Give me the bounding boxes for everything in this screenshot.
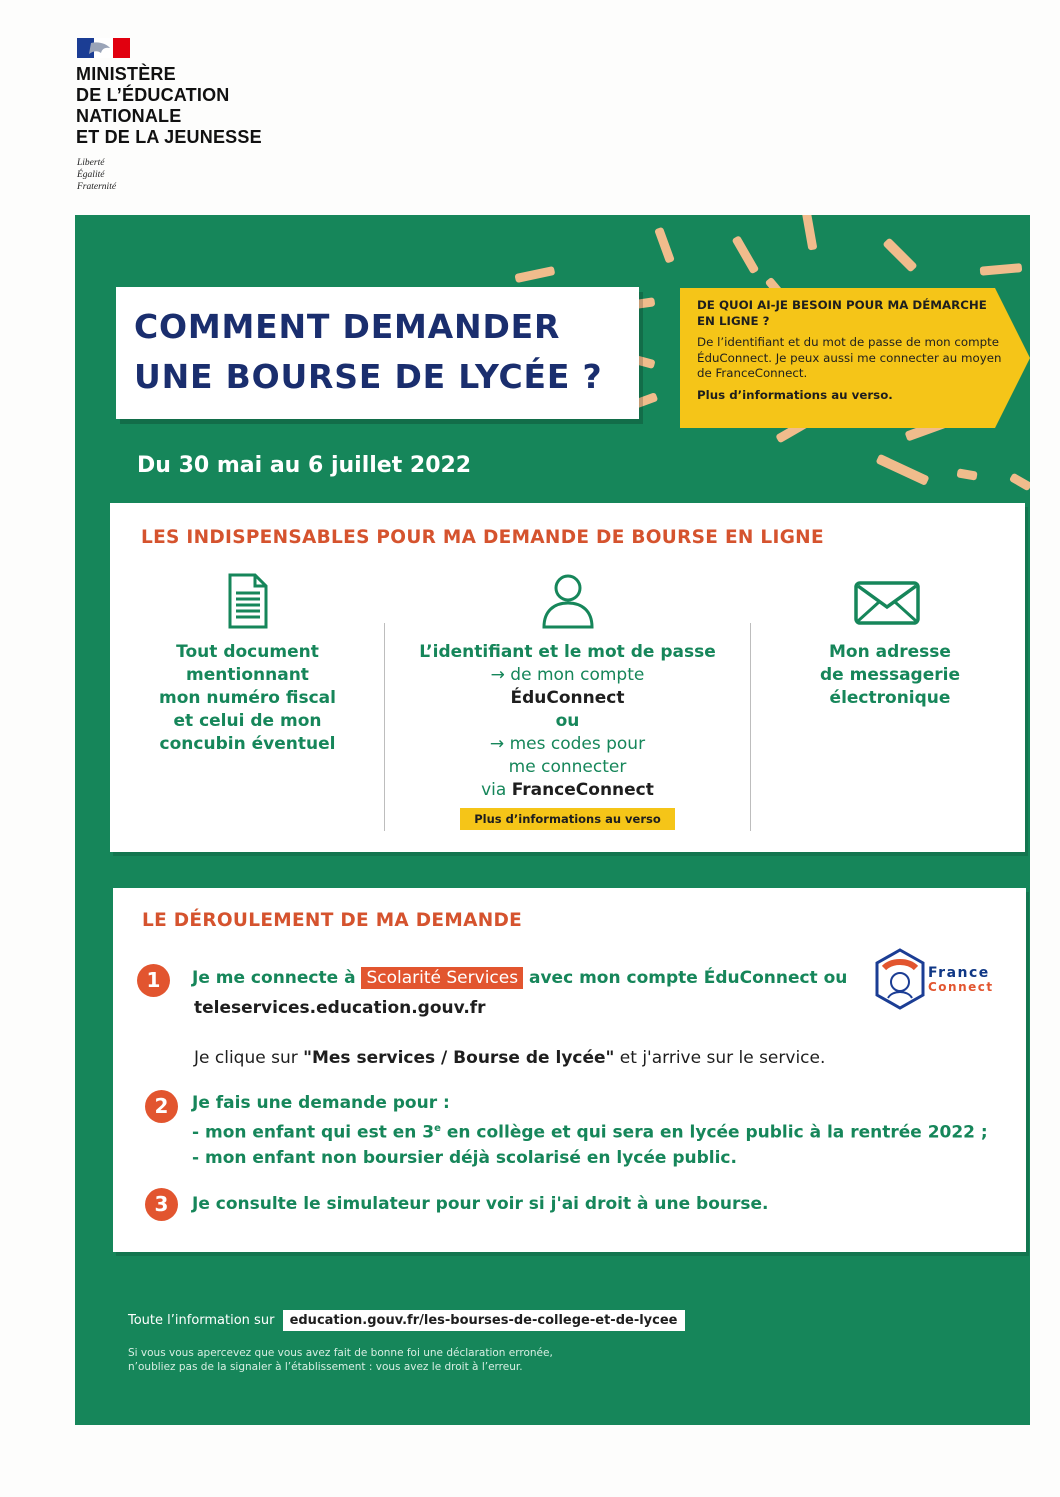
text-fragment: via bbox=[481, 780, 512, 800]
text-fragment: "Mes services / Bourse de lycée" bbox=[303, 1048, 615, 1068]
text-line: ÉduConnect bbox=[510, 688, 625, 708]
text-fragment: Je me connecte à bbox=[192, 968, 362, 988]
column-divider bbox=[384, 623, 385, 831]
text-line: et celui de mon bbox=[173, 711, 322, 731]
essentials-heading: LES INDISPENSABLES POUR MA DEMANDE DE BOURSE EN LIGNE bbox=[141, 527, 824, 548]
text-line: ou bbox=[555, 711, 580, 731]
text-line: → mes codes pour bbox=[489, 734, 646, 754]
ministry-name bbox=[76, 64, 262, 148]
text-line: Si vous vous apercevez que vous avez fait de bonne foi une déclaration erronée, bbox=[128, 1347, 553, 1359]
footer-info bbox=[128, 1310, 685, 1331]
text-fragment: Je clique sur bbox=[194, 1048, 304, 1068]
step2-text bbox=[192, 1091, 988, 1171]
scolarite-services-label: Scolarité Services bbox=[361, 967, 523, 989]
step-number: 3 bbox=[145, 1188, 178, 1221]
text-line bbox=[192, 1116, 988, 1146]
ministry-line: NATIONALE bbox=[76, 106, 182, 126]
title-box bbox=[116, 287, 639, 419]
text-line: Connect bbox=[928, 980, 994, 994]
ministry-line: DE L’ÉDUCATION bbox=[76, 85, 230, 105]
text-line: Mon adresse bbox=[829, 642, 951, 662]
essential-tax-document bbox=[140, 641, 355, 756]
callout bbox=[697, 298, 1007, 403]
callout-more: Plus d’informations au verso. bbox=[697, 387, 893, 402]
ministry-line: MINISTÈRE bbox=[76, 64, 176, 84]
text-fragment: e bbox=[434, 1123, 441, 1134]
bourses-link[interactable]: education.gouv.fr/les-bourses-de-college-et-de-lycee bbox=[283, 1310, 685, 1331]
document-icon bbox=[228, 573, 268, 629]
page-title-line1: COMMENT DEMANDER bbox=[134, 307, 561, 346]
footer-note bbox=[128, 1346, 688, 1374]
republic-motto bbox=[77, 157, 116, 193]
callout-question: DE QUOI AI-JE BESOIN POUR MA DÉMARCHE EN LIGNE ? bbox=[697, 298, 987, 328]
text-line: électronique bbox=[829, 688, 951, 708]
more-info-tag: Plus d’informations au verso bbox=[460, 808, 675, 830]
process-card bbox=[113, 888, 1026, 1252]
step1-text bbox=[192, 966, 847, 991]
essential-email bbox=[770, 641, 1010, 710]
text-line: mon numéro fiscal bbox=[159, 688, 336, 708]
text-line: Je fais une demande pour : bbox=[192, 1093, 450, 1113]
envelope-icon bbox=[854, 581, 920, 625]
ministry-line: ET DE LA JEUNESSE bbox=[76, 127, 262, 147]
column-divider bbox=[750, 623, 751, 831]
text-line: France bbox=[928, 965, 990, 981]
text-line: L’identifiant et le mot de passe bbox=[419, 642, 716, 662]
text-line: concubin éventuel bbox=[159, 734, 336, 754]
user-icon bbox=[541, 573, 595, 629]
motto-line: Liberté bbox=[77, 158, 105, 168]
text-fragment: FranceConnect bbox=[511, 780, 654, 800]
step1-detail bbox=[194, 1046, 825, 1071]
step3-text: Je consulte le simulateur pour voir si j'ai droit à une bourse. bbox=[192, 1194, 769, 1214]
text-line: → de mon compte bbox=[490, 665, 645, 685]
essentials-card bbox=[110, 503, 1025, 852]
text-line: de messagerie bbox=[819, 665, 960, 685]
marianne-logo bbox=[77, 38, 130, 58]
text-line bbox=[400, 779, 735, 802]
text-line: n’oubliez pas de la signaler à l’établissement : vous avez le droit à l’erreur. bbox=[128, 1361, 523, 1373]
motto-line: Fraternité bbox=[77, 182, 117, 192]
text-fragment: et j'arrive sur le service. bbox=[614, 1048, 826, 1068]
text-line: Tout document bbox=[176, 642, 319, 662]
text-line: - mon enfant non boursier déjà scolarisé en lycée public. bbox=[192, 1147, 737, 1168]
text-line: me connecter bbox=[508, 757, 627, 777]
text-line: mentionnant bbox=[186, 665, 309, 685]
teleservices-url: teleservices.education.gouv.fr bbox=[194, 998, 486, 1018]
text-fragment: avec mon compte ÉduConnect ou bbox=[523, 968, 848, 988]
text-fragment: en collège et qui sera en lycée public à la rentrée 2022 ; bbox=[440, 1122, 988, 1143]
process-heading: LE DÉROULEMENT DE MA DEMANDE bbox=[142, 910, 523, 931]
step-number: 1 bbox=[137, 964, 170, 997]
footer-label: Toute l’information sur bbox=[128, 1313, 275, 1328]
campaign-dates: Du 30 mai au 6 juillet 2022 bbox=[137, 453, 472, 478]
franceconnect-text bbox=[928, 966, 994, 994]
text-fragment: - mon enfant qui est en 3 bbox=[192, 1122, 435, 1143]
step-number: 2 bbox=[145, 1090, 178, 1123]
callout-answer: De l’identifiant et du mot de passe de mon compte ÉduConnect. Je peux aussi me connecter au moyen de FranceConnect. bbox=[697, 335, 1002, 380]
page-title-line2: UNE BOURSE DE LYCÉE ? bbox=[134, 357, 603, 396]
essential-credentials bbox=[400, 641, 735, 830]
motto-line: Égalité bbox=[77, 170, 105, 180]
